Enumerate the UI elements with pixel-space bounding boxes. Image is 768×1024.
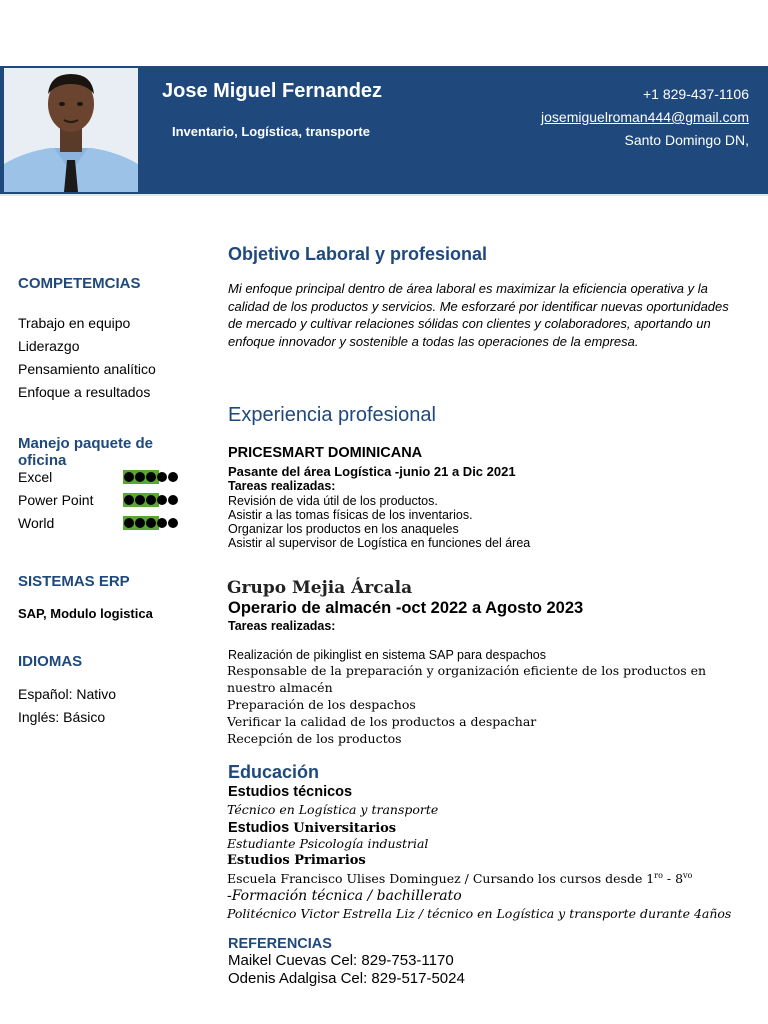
company-name: PRICESMART DOMINICANA <box>228 445 423 461</box>
candidate-name: Jose Miguel Fernandez <box>162 80 383 102</box>
education-label: Estudios Primarios <box>227 853 366 868</box>
objective-text: Mi enfoque principal dentro de área laboral es maximizar la eficiencia operativa y la calidad de los productos y servicios. Me esforzaré por identificar nuevas oportunidades de mercado y cultivar relaciones sólidas con clientes y colaboradores, aportando un enfoque innovador y sostenible a todas las operaciones de la empresa. <box>228 281 729 349</box>
phone-number: +1 829-437-1106 <box>643 86 749 102</box>
task-item: Responsable de la preparación y organización eficiente de los productos en <box>227 663 707 678</box>
idioma-item: Inglés: Básico <box>18 709 106 725</box>
ordinal: vo <box>683 871 693 880</box>
task-item: Asistir a las tomas físicas de los inventarios. <box>228 508 473 522</box>
task-item: Organizar los productos en los anaqueles <box>228 522 459 536</box>
objective-heading: Objetivo Laboral y profesional <box>228 244 488 264</box>
email-link[interactable]: josemiguelroman444@gmail.com <box>541 109 749 125</box>
competencias-heading: COMPETEMCIAS <box>18 275 141 292</box>
competencia-item: Enfoque a resultados <box>18 384 151 400</box>
education-value: Estudiante Psicología industrial <box>227 836 429 851</box>
location: Santo Domingo DN, <box>624 132 749 148</box>
education-label <box>228 819 396 837</box>
reference-item: Maikel Cuevas Cel: 829-753-1170 <box>228 952 454 969</box>
skill-rating <box>122 470 180 484</box>
header-divider <box>0 194 768 196</box>
references-heading: REFERENCIAS <box>228 936 332 952</box>
education-label-part: Universitarios <box>293 821 397 836</box>
task-item: Recepción de los productos <box>227 731 402 746</box>
skill-rating <box>122 493 180 507</box>
ordinal: ro <box>654 871 663 880</box>
education-label: Estudios técnicos <box>228 784 353 800</box>
range-dash: - 8 <box>662 871 684 887</box>
competencia-item: Trabajo en equipo <box>18 315 131 331</box>
experience-heading: Experiencia profesional <box>228 404 436 426</box>
task-item: Asistir al supervisor de Logística en funciones del área <box>228 536 531 550</box>
idiomas-heading: IDIOMAS <box>18 653 83 670</box>
office-skill-label: Excel <box>18 469 53 485</box>
task-item: nuestro almacén <box>227 680 333 695</box>
candidate-subtitle: Inventario, Logística, transporte <box>172 124 370 139</box>
company-name: Grupo Mejia Árcala <box>227 578 413 598</box>
job-role: Pasante del área Logística -junio 21 a Dic 2021 <box>228 464 516 479</box>
education-value: -Formación técnica / bachillerato <box>227 888 462 904</box>
office-skill-label: World <box>18 515 55 531</box>
job-role: Operario de almacén -oct 2022 a Agosto 2023 <box>228 599 584 617</box>
education-value: Técnico en Logística y transporte <box>227 802 439 817</box>
tasks-label: Tareas realizadas: <box>228 619 336 633</box>
profile-photo <box>4 68 138 192</box>
task-item: Preparación de los despachos <box>227 697 416 712</box>
education-value: Politécnico Victor Estrella Liz / técnico en Logística y transporte durante 4años <box>227 906 732 921</box>
education-label-part: Estudios <box>228 820 294 836</box>
education-heading: Educación <box>228 762 320 782</box>
idioma-item: Español: Nativo <box>18 686 117 702</box>
task-item: Realización de pikinglist en sistema SAP para despachos <box>228 648 547 662</box>
reference-item: Odenis Adalgisa Cel: 829-517-5024 <box>228 970 465 987</box>
task-item: Verificar la calidad de los productos a despachar <box>227 714 537 729</box>
erp-heading: SISTEMAS ERP <box>18 573 130 590</box>
erp-value: SAP, Modulo logistica <box>18 606 153 621</box>
skill-rating <box>122 516 180 530</box>
task-item: Revisión de vida útil de los productos. <box>228 494 438 508</box>
competencia-item: Pensamiento analítico <box>18 361 156 377</box>
office-heading: Manejo paquete de oficina <box>18 435 154 469</box>
competencia-item: Liderazgo <box>18 338 80 354</box>
primary-school: Escuela Francisco Ulises Dominguez / Cursando los cursos desde 1 <box>227 871 655 887</box>
office-skill-label: Power Point <box>18 492 94 508</box>
education-value <box>227 871 692 886</box>
tasks-label: Tareas realizadas: <box>228 479 336 493</box>
